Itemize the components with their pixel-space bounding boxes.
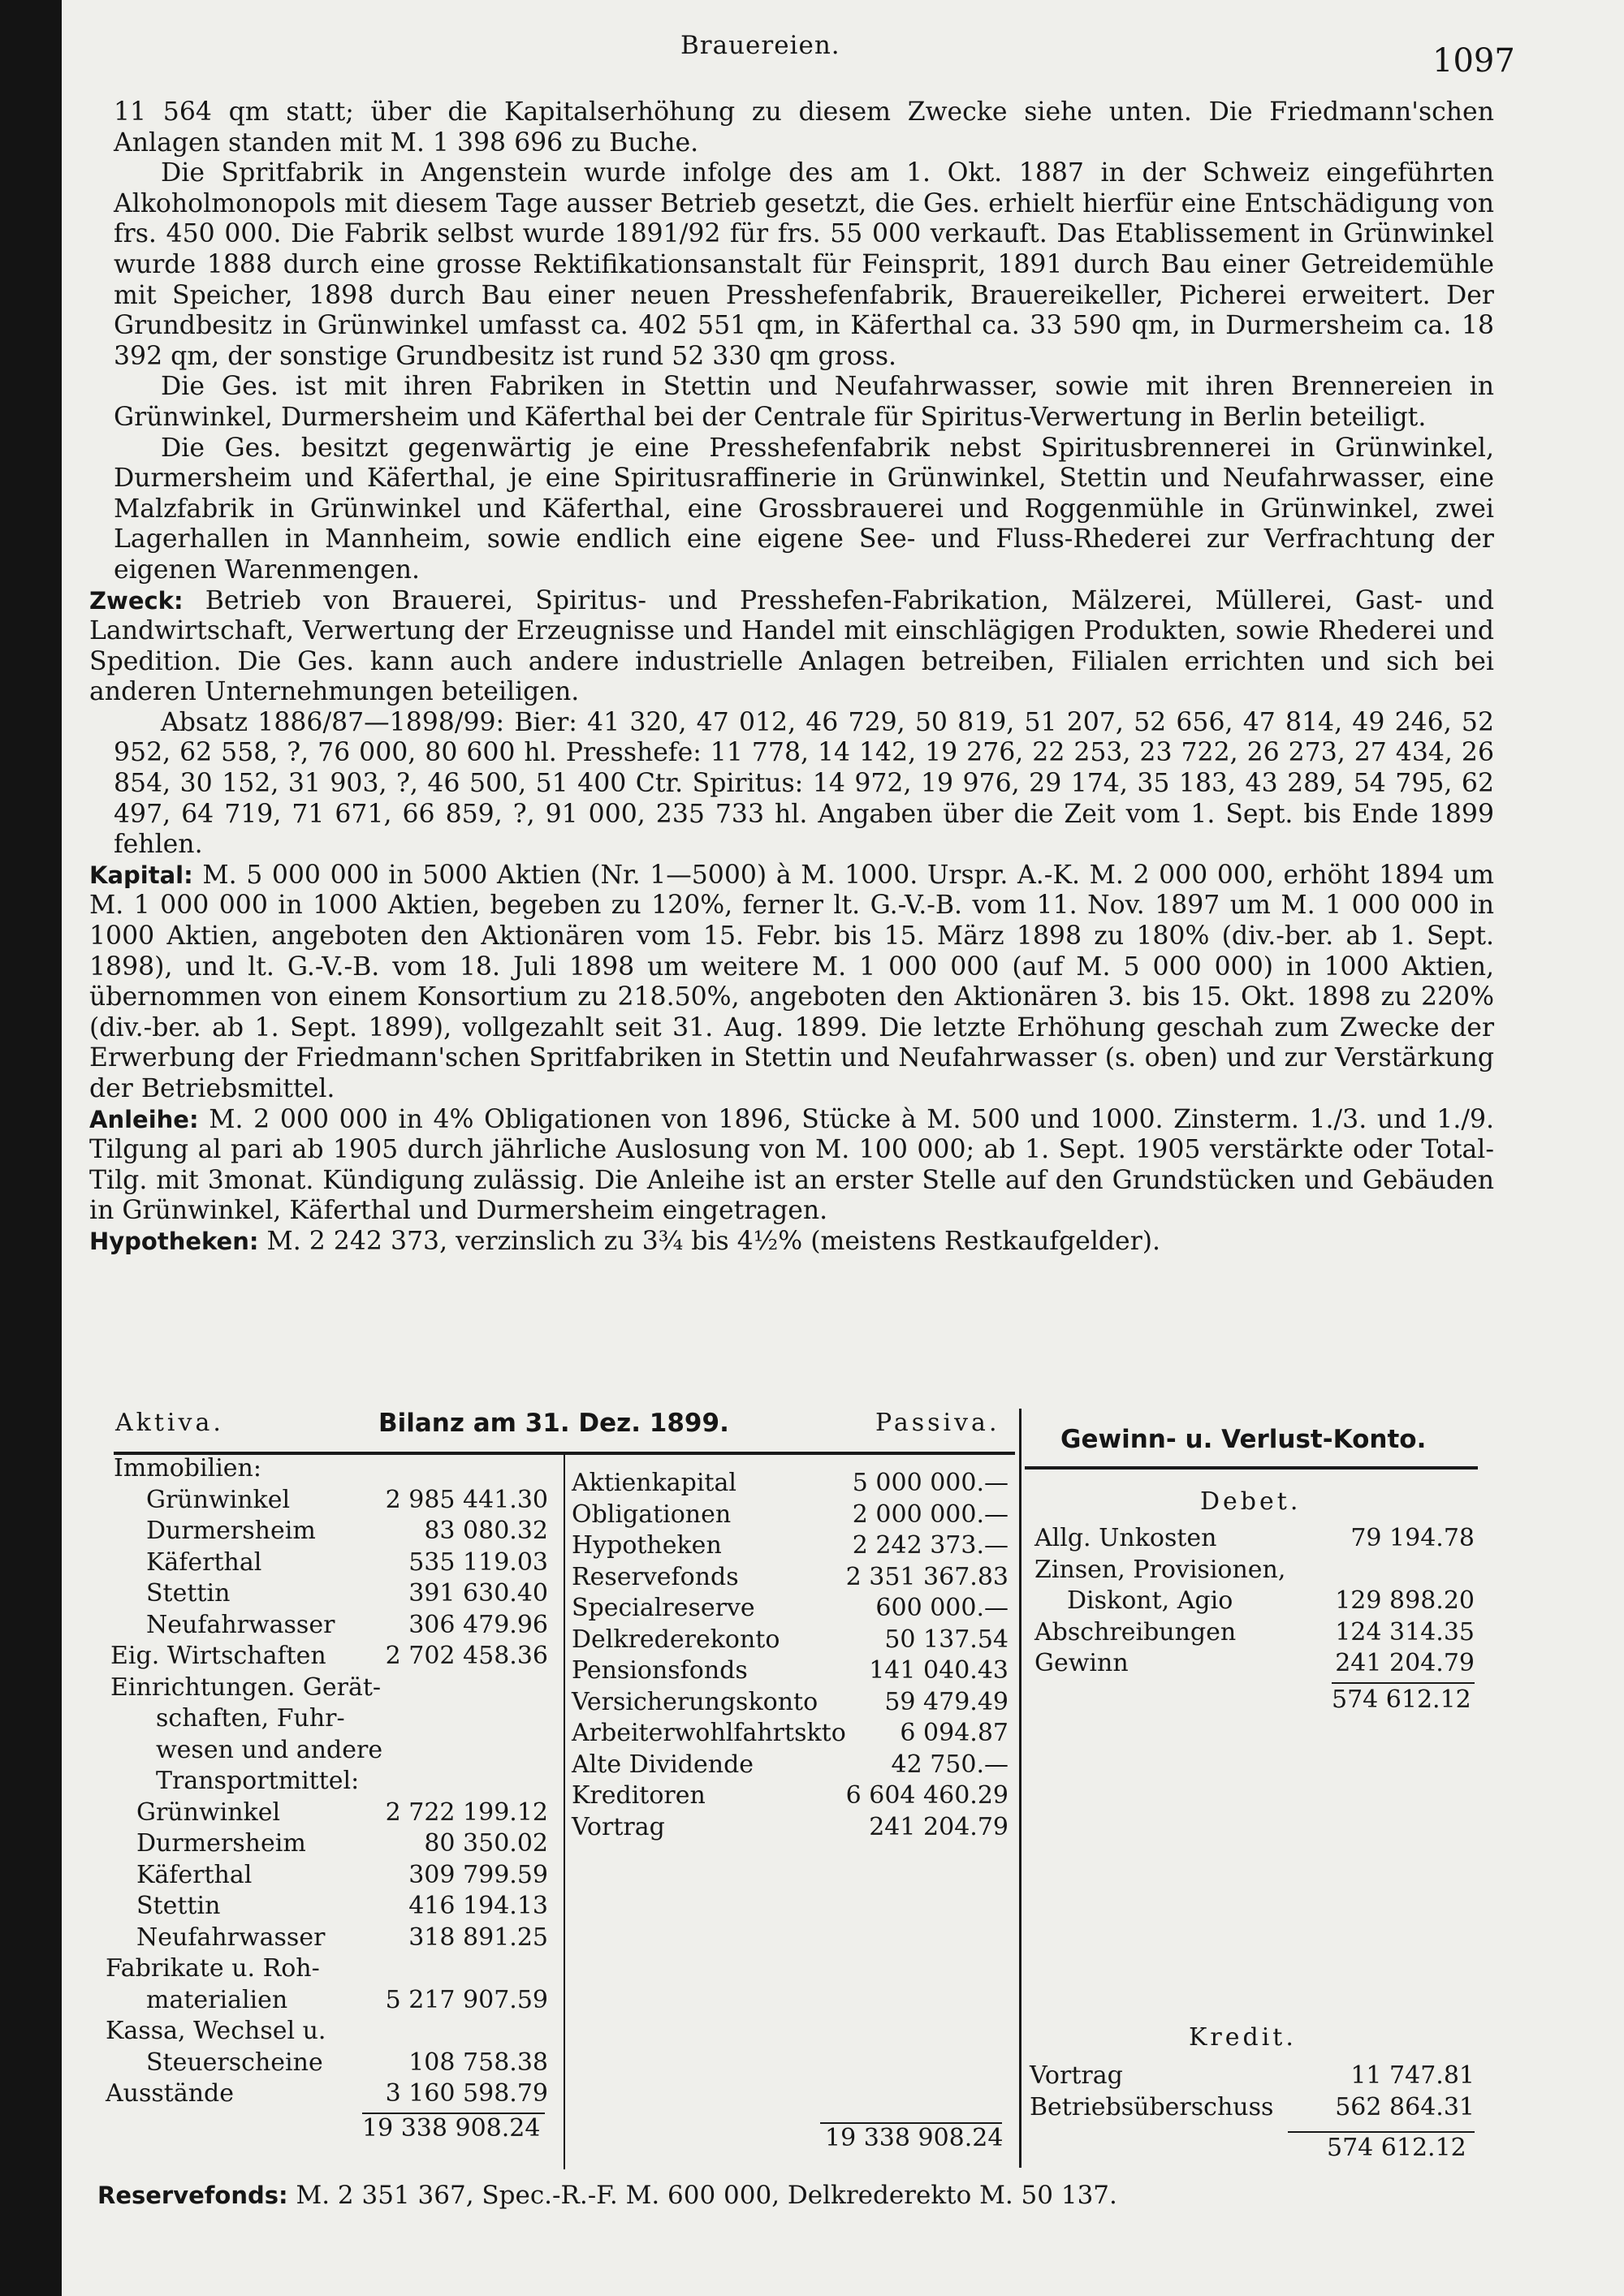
kapital-paragraph <box>89 861 1494 1105</box>
passiva-row: Obligationen 2 000 000.— <box>572 1500 1009 1529</box>
passiva-row: Hypotheken 2 242 373.— <box>572 1531 1009 1560</box>
intro-paragraph: Die Ges. ist mit ihren Fabriken in Stettin und Neufahrwasser, sowie mit ihren Brennereien in Grünwinkel, Durmersheim und Käferthal bei der Centrale für Spiritus-Verwertung in Berlin beteiligt. <box>114 372 1494 432</box>
bilanz-title: Bilanz am 31. Dez. 1899. <box>378 1409 729 1438</box>
aktiva-row: Neufahrwasser 318 891.25 <box>136 1923 548 1952</box>
aktiva-label: Aktiva. <box>115 1409 224 1437</box>
aktiva-row: Kassa, Wechsel u. <box>106 2017 326 2045</box>
aktiva-row: Stettin 391 630.40 <box>146 1579 548 1608</box>
aktiva-row: Durmersheim 83 080.32 <box>146 1517 548 1545</box>
reservefonds-label: Reservefonds: <box>97 2182 288 2209</box>
aktiva-row: Einrichtungen. Gerät- <box>110 1672 382 1702</box>
aktiva-row: Immobilien: <box>114 1454 261 1482</box>
hypotheken-paragraph <box>89 1227 1494 1258</box>
kredit-total: 574 612.12 <box>1327 2134 1466 2162</box>
intro-paragraph: Die Spritfabrik in Angenstein wurde infolge des am 1. Okt. 1887 in der Schweiz eingeführten Alkoholmonopols mit diesem Tage ausser Betrieb gesetzt, die Ges. erhielt hierfür eine Entschädigung von frs. 450 000. Die Fabrik selbst wurde 1891/92 für frs. 55 000 verkauft. Das Etablissement in Grünwinkel wurde 1888 durch eine grosse Rektifikationsanstalt für Feinsprit, 1891 durch Bau einer Getreidemühle mit Speicher, 1898 durch Bau einer neuen Presshefenfabrik, Brauereikeller, Picherei erweitert. Der Grundbesitz in Grünwinkel umfasst ca. 402 551 qm, in Käferthal ca. 33 590 qm, in Durmersheim ca. 18 392 qm, der sonstige Grundbesitz ist rund 52 330 qm gross. <box>114 158 1494 371</box>
aktiva-row: Transportmittel: <box>156 1767 360 1795</box>
anleihe-text: M. 2 000 000 in 4% Obligationen von 1896, Stücke à M. 500 und 1000. Zinsterm. 1./3. und 1./9. Tilgung al pari ab 1905 durch jährliche Auslosung von M. 100 000; ab 1. Sept. 1905 verstärkte oder Total-Tilg. mit 3monat. Kündigung zulässig. Die Anleihe ist an erster Stelle auf den Grundstücken und Gebäuden in Grünwinkel, Käferthal und Durmersheim eingetragen. <box>89 1104 1495 1226</box>
passiva-row: Reservefonds 2 351 367.83 <box>572 1562 1009 1591</box>
aktiva-row: Neufahrwasser 306 479.96 <box>146 1610 548 1639</box>
kredit-list <box>1030 2061 1475 2123</box>
kredit-row: Vortrag 11 747.81 <box>1030 2061 1475 2090</box>
body-text <box>89 97 1495 1258</box>
debet-total: 574 612.12 <box>1332 1685 1471 1714</box>
aktiva-row: Durmersheim 80 350.02 <box>136 1829 548 1858</box>
debet-row: Allg. Unkosten 79 194.78 <box>1034 1524 1475 1552</box>
aktiva-row: Grünwinkel 2 985 441.30 <box>146 1485 548 1514</box>
zweck-label: Zweck: <box>89 586 184 615</box>
passiva-row: Aktienkapital 5 000 000.— <box>572 1469 1009 1497</box>
absatz-paragraph: Absatz 1886/87—1898/99: Bier: 41 320, 47 012, 46 729, 50 819, 51 207, 52 656, 47 814, 49 246, 52 952, 62 558, ?, 76 000, 80 600 hl. Presshefe: 11 778, 14 142, 19 276, 22 253, 23 722, 26 273, 27 434, 26 854, 30 152, 31 903, ?, 46 500, 51 400 Ctr. Spiritus: 14 972, 19 976, 29 174, 35 183, 43 289, 54 795, 62 497, 64 719, 71 671, 66 859, ?, 91 000, 235 733 hl. Angaben über die Zeit vom 1. Sept. bis Ende 1899 fehlen. <box>114 707 1494 860</box>
intro-paragraph: 11 564 qm statt; über die Kapitalserhöhung zu diesem Zwecke siehe unten. Die Friedmann'schen Anlagen standen mit M. 1 398 696 zu Buche. <box>114 97 1494 158</box>
hypotheken-text: M. 2 242 373, verzinslich zu 3¾ bis 4½% (meistens Restkaufgelder). <box>266 1226 1161 1256</box>
passiva-row: Delkrederekonto 50 137.54 <box>572 1625 1009 1654</box>
aktiva-row: Käferthal 309 799.59 <box>136 1860 548 1889</box>
aktiva-row: Ausstände 3 160 598.79 <box>106 2079 548 2108</box>
aktiva-list <box>106 1453 548 2110</box>
passiva-row: Kreditoren 6 604 460.29 <box>572 1781 1009 1810</box>
reservefonds-text: M. 2 351 367, Spec.-R.-F. M. 600 000, Delkrederekto M. 50 137. <box>296 2181 1117 2210</box>
guv-rule <box>1025 1466 1478 1470</box>
table-divider <box>1019 1409 1021 2168</box>
passiva-row: Arbeiterwohlfahrtskto 6 094.87 <box>572 1719 1009 1747</box>
debet-row: Diskont, Agio 129 898.20 <box>1067 1586 1475 1615</box>
debet-row: Gewinn 241 204.79 <box>1034 1649 1475 1677</box>
passiva-row: Pensionsfonds 141 040.43 <box>572 1656 1009 1685</box>
zweck-paragraph <box>89 586 1494 708</box>
book-spine <box>0 0 62 2296</box>
passiva-row: Versicherungskonto 59 479.49 <box>572 1687 1009 1716</box>
passiva-list <box>572 1468 1009 1843</box>
passiva-row: Specialreserve 600 000.— <box>572 1594 1009 1622</box>
aktiva-row: Fabrikate u. Roh- <box>106 1954 320 1983</box>
aktiva-row: wesen und andere <box>156 1735 383 1764</box>
guv-title: Gewinn- u. Verlust-Konto. <box>1060 1425 1427 1454</box>
debet-sum-rule <box>1332 1682 1475 1684</box>
aktiva-row: materialien 5 217 907.59 <box>146 1985 548 2014</box>
passiva-row: Alte Dividende 42 750.— <box>572 1750 1009 1779</box>
debet-label: Debet. <box>1200 1487 1302 1516</box>
anleihe-label: Anleihe: <box>89 1105 199 1133</box>
debet-row: Zinsen, Provisionen, <box>1034 1555 1286 1584</box>
aktiva-row: Stettin 416 194.13 <box>136 1892 548 1920</box>
passiva-total: 19 338 908.24 <box>825 2124 1004 2152</box>
aktiva-row: Eig. Wirtschaften 2 702 458.36 <box>110 1642 548 1670</box>
debet-list <box>1034 1523 1475 1680</box>
passiva-label: Passiva. <box>875 1409 1000 1437</box>
aktiva-row: schaften, Fuhr- <box>156 1704 345 1733</box>
page-number: 1097 <box>1432 42 1515 80</box>
kredit-label: Kredit. <box>1189 2023 1297 2052</box>
hypotheken-label: Hypotheken: <box>89 1227 259 1255</box>
kapital-text: M. 5 000 000 in 5000 Aktien (Nr. 1—5000) à M. 1000. Urspr. A.-K. M. 2 000 000, erhöht 1894 um M. 1 000 000 in 1000 Aktien, begeben zu 120%, ferner lt. G.-V.-B. vom 11. Nov. 1897 um M. 1 000 000 in 1000 Aktien, angeboten den Aktionären vom 15. Febr. bis 15. März 1898 zu 180% (div.-ber. ab 1. Sept. 1898), und lt. G.-V.-B. vom 18. Juli 1898 um weitere M. 1 000 000 (auf M. 5 000 000) in 1000 Aktien, übernommen von einem Konsortium zu 218.50%, angeboten den Aktionären 3. bis 15. Okt. 1898 zu 220% (div.-ber. ab 1. Sept. 1899), vollgezahlt seit 31. Aug. 1899. Die letzte Erhöhung geschah zum Zwecke der Erwerbung der Friedmann'schen Spritfabriken in Stettin und Neufahrwasser (s. oben) und zur Verstärkung der Betriebsmittel. <box>89 860 1494 1103</box>
zweck-text: Betrieb von Brauerei, Spiritus- und Presshefen-Fabrikation, Mälzerei, Müllerei, Gast- und Landwirtschaft, Verwertung der Erzeugnisse und Handel mit einschlägigen Produkten, sowie Rhederei und Spedition. Die Ges. kann auch andere industrielle Anlagen betreiben, Filialen errichten und sich bei anderen Unternehmungen beteiligen. <box>89 585 1494 707</box>
running-head: Brauereien. <box>680 31 840 60</box>
aktiva-row: Steuerscheine 108 758.38 <box>146 2048 548 2077</box>
kredit-row: Betriebsüberschuss 562 864.31 <box>1030 2092 1475 2121</box>
kapital-label: Kapital: <box>89 861 193 889</box>
bilanz-divider <box>564 1455 565 2169</box>
debet-row: Abschreibungen 124 314.35 <box>1034 1617 1475 1646</box>
passiva-row: Vortrag 241 204.79 <box>572 1812 1009 1841</box>
kredit-sum-rule <box>1288 2131 1475 2133</box>
aktiva-total: 19 338 908.24 <box>362 2114 541 2143</box>
anleihe-paragraph <box>89 1105 1494 1227</box>
intro-paragraph: Die Ges. besitzt gegenwärtig je eine Presshefenfabrik nebst Spiritusbrennerei in Grünwinkel, Durmersheim und Käferthal, je eine Spiritusraffinerie in Grünwinkel, Stettin und Neufahrwasser, eine Malzfabrik in Grünwinkel und Käferthal, eine Grossbrauerei und Roggenmühle in Grünwinkel, zwei Lagerhallen in Mannheim, sowie endlich eine eigene See- und Fluss-Rhederei zur Verfrachtung der eigenen Warenmengen. <box>114 433 1494 585</box>
aktiva-row: Käferthal 535 119.03 <box>146 1547 548 1577</box>
aktiva-row: Grünwinkel 2 722 199.12 <box>136 1798 548 1827</box>
reservefonds-line <box>97 2181 1117 2210</box>
